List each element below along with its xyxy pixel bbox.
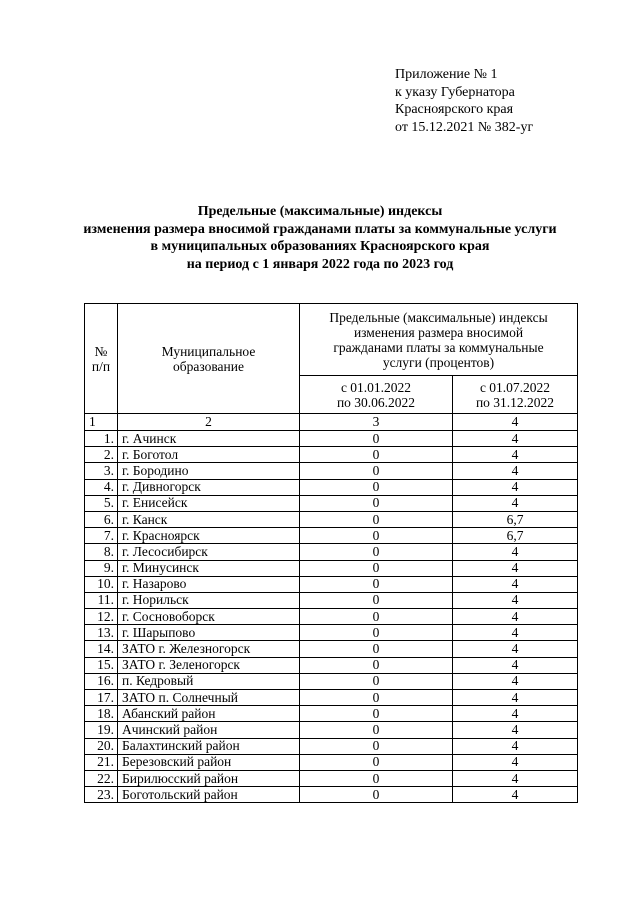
row-period-1-value: 0 — [300, 528, 453, 544]
row-number: 23. — [85, 787, 118, 803]
row-period-1-value: 0 — [300, 673, 453, 689]
row-number: 2. — [85, 447, 118, 463]
row-number: 1. — [85, 431, 118, 447]
row-period-2-value: 4 — [453, 544, 578, 560]
row-municipality: п. Кедровый — [118, 673, 300, 689]
row-municipality: г. Шарыпово — [118, 625, 300, 641]
row-period-1-value: 0 — [300, 754, 453, 770]
table-row — [85, 641, 578, 657]
row-period-2-value: 6,7 — [453, 528, 578, 544]
row-number: 21. — [85, 754, 118, 770]
table-row — [85, 754, 578, 770]
header-index — [300, 304, 578, 376]
row-number: 7. — [85, 528, 118, 544]
table-row — [85, 560, 578, 576]
header-number — [85, 304, 118, 414]
row-period-1-value: 0 — [300, 657, 453, 673]
appendix-line: к указу Губернатора — [395, 84, 515, 100]
row-period-2-value: 4 — [453, 447, 578, 463]
table-row — [85, 673, 578, 689]
header-period-line: с 01.07.2022 — [479, 379, 551, 395]
row-period-2-value: 4 — [453, 495, 578, 511]
row-period-1-value: 0 — [300, 431, 453, 447]
table-row — [85, 706, 578, 722]
appendix-block — [395, 66, 533, 136]
header-period-line: по 31.12.2022 — [475, 394, 555, 410]
table-row — [85, 447, 578, 463]
row-period-1-value: 0 — [300, 479, 453, 495]
row-period-1-value: 0 — [300, 560, 453, 576]
column-number: 4 — [453, 414, 578, 431]
row-number: 16. — [85, 673, 118, 689]
table-row — [85, 625, 578, 641]
row-municipality: ЗАТО г. Зеленогорск — [118, 657, 300, 673]
title-line: в муниципальных образованиях Красноярского края — [150, 239, 490, 254]
row-number: 22. — [85, 770, 118, 786]
table-body — [85, 431, 578, 803]
row-number: 6. — [85, 511, 118, 527]
row-period-2-value: 4 — [453, 738, 578, 754]
row-number: 14. — [85, 641, 118, 657]
row-period-2-value: 4 — [453, 722, 578, 738]
row-municipality: Абанский район — [118, 706, 300, 722]
row-period-2-value: 4 — [453, 592, 578, 608]
table-row — [85, 495, 578, 511]
row-municipality: Березовский район — [118, 754, 300, 770]
column-number: 1 — [85, 414, 118, 431]
row-period-1-value: 0 — [300, 592, 453, 608]
row-municipality: г. Бородино — [118, 463, 300, 479]
row-number: 9. — [85, 560, 118, 576]
row-municipality: г. Сосновоборск — [118, 609, 300, 625]
row-municipality: Бирилюсский район — [118, 770, 300, 786]
row-period-1-value: 0 — [300, 625, 453, 641]
table-row — [85, 511, 578, 527]
row-period-2-value: 4 — [453, 770, 578, 786]
row-municipality: г. Назарово — [118, 576, 300, 592]
row-municipality: г. Енисейск — [118, 495, 300, 511]
table-row — [85, 609, 578, 625]
row-period-2-value: 4 — [453, 463, 578, 479]
table-row — [85, 770, 578, 786]
row-period-2-value: 4 — [453, 787, 578, 803]
table-row — [85, 431, 578, 447]
row-period-2-value: 4 — [453, 431, 578, 447]
row-number: 12. — [85, 609, 118, 625]
row-municipality: г. Ачинск — [118, 431, 300, 447]
row-municipality: г. Боготол — [118, 447, 300, 463]
row-period-1-value: 0 — [300, 495, 453, 511]
header-municipality-line: Муниципальное — [161, 343, 256, 359]
row-number: 3. — [85, 463, 118, 479]
row-municipality: г. Красноярск — [118, 528, 300, 544]
appendix-line: Красноярского края — [395, 102, 514, 117]
row-municipality: Боготольский район — [118, 787, 300, 803]
row-municipality: Балахтинский район — [118, 738, 300, 754]
row-period-1-value: 0 — [300, 690, 453, 706]
row-number: 8. — [85, 544, 118, 560]
row-period-1-value: 0 — [300, 641, 453, 657]
row-number: 19. — [85, 722, 118, 738]
row-municipality: ЗАТО г. Железногорск — [118, 641, 300, 657]
header-period-line: с 01.01.2022 — [340, 379, 412, 395]
column-number: 2 — [118, 414, 300, 431]
table-row — [85, 544, 578, 560]
row-number: 10. — [85, 576, 118, 592]
row-number: 17. — [85, 690, 118, 706]
title-line: на период с 1 января 2022 года по 2023 год — [186, 256, 454, 272]
row-period-1-value: 0 — [300, 787, 453, 803]
table-row — [85, 657, 578, 673]
header-number-line: № — [94, 343, 108, 359]
table-row — [85, 479, 578, 495]
row-period-2-value: 4 — [453, 576, 578, 592]
table-row — [85, 576, 578, 592]
title-line: изменения размера вносимой гражданами платы за коммунальные услуги — [83, 221, 557, 237]
row-period-1-value: 0 — [300, 576, 453, 592]
row-municipality: г. Канск — [118, 511, 300, 527]
row-period-1-value: 0 — [300, 706, 453, 722]
appendix-line: от 15.12.2021 № 382-уг — [395, 119, 534, 135]
header-period-line: по 30.06.2022 — [336, 394, 416, 410]
table-row — [85, 722, 578, 738]
row-municipality: ЗАТО п. Солнечный — [118, 690, 300, 706]
row-period-2-value: 4 — [453, 609, 578, 625]
row-number: 13. — [85, 625, 118, 641]
row-period-2-value: 4 — [453, 479, 578, 495]
row-number: 11. — [85, 592, 118, 608]
row-period-1-value: 0 — [300, 463, 453, 479]
table-row — [85, 787, 578, 803]
row-number: 5. — [85, 495, 118, 511]
row-municipality: г. Норильск — [118, 592, 300, 608]
row-municipality: Ачинский район — [118, 722, 300, 738]
header-index-line: изменения размера вносимой — [353, 324, 524, 340]
row-number: 4. — [85, 479, 118, 495]
header-period-1 — [300, 376, 453, 414]
row-period-2-value: 4 — [453, 641, 578, 657]
row-period-2-value: 4 — [453, 690, 578, 706]
indices-table — [84, 303, 578, 803]
document-title — [60, 203, 580, 273]
header-index-line: гражданами платы за коммунальные — [333, 339, 544, 355]
table-row — [85, 592, 578, 608]
row-period-2-value: 6,7 — [453, 511, 578, 527]
row-period-1-value: 0 — [300, 738, 453, 754]
row-number: 15. — [85, 657, 118, 673]
row-period-1-value: 0 — [300, 544, 453, 560]
row-municipality: г. Лесосибирск — [118, 544, 300, 560]
row-municipality: г. Минусинск — [118, 560, 300, 576]
row-period-1-value: 0 — [300, 511, 453, 527]
row-period-2-value: 4 — [453, 754, 578, 770]
row-period-2-value: 4 — [453, 560, 578, 576]
column-number: 3 — [300, 414, 453, 431]
row-period-2-value: 4 — [453, 625, 578, 641]
header-index-line: услуги (процентов) — [382, 354, 495, 370]
row-period-1-value: 0 — [300, 722, 453, 738]
table-row — [85, 528, 578, 544]
header-index-line: Предельные (максимальные) индексы — [329, 309, 548, 325]
table-row — [85, 463, 578, 479]
row-number: 20. — [85, 738, 118, 754]
row-period-2-value: 4 — [453, 657, 578, 673]
row-period-1-value: 0 — [300, 770, 453, 786]
row-period-1-value: 0 — [300, 447, 453, 463]
row-period-2-value: 4 — [453, 706, 578, 722]
title-line: Предельные (максимальные) индексы — [197, 204, 443, 219]
appendix-line: Приложение № 1 — [395, 67, 498, 82]
row-period-2-value: 4 — [453, 673, 578, 689]
header-municipality-line: образование — [173, 358, 244, 374]
row-municipality: г. Дивногорск — [118, 479, 300, 495]
row-number: 18. — [85, 706, 118, 722]
header-municipality — [118, 304, 300, 414]
table-row — [85, 738, 578, 754]
header-period-2 — [453, 376, 578, 414]
table-row — [85, 690, 578, 706]
header-number-line: п/п — [91, 358, 111, 374]
row-period-1-value: 0 — [300, 609, 453, 625]
